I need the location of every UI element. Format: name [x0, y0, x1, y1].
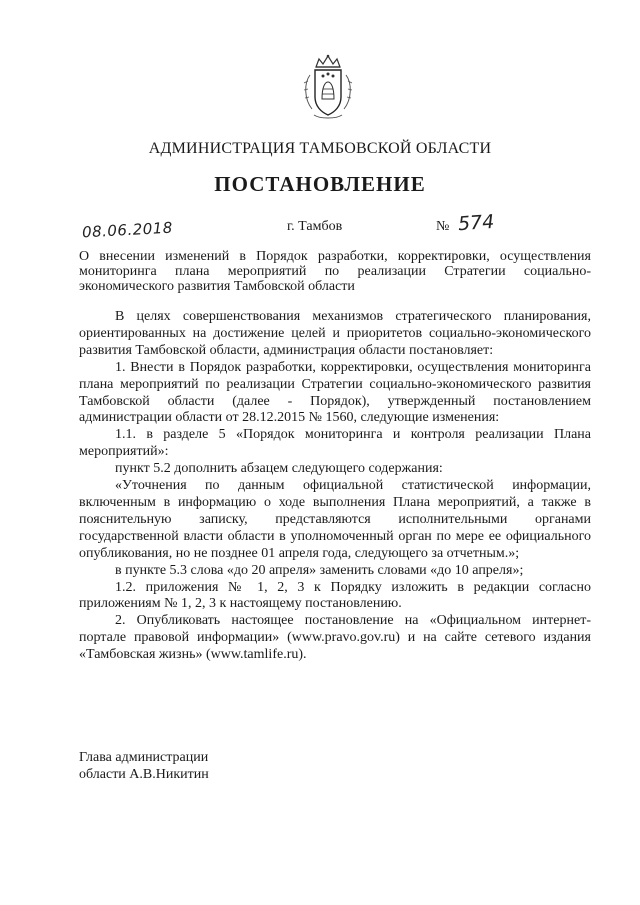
coat-of-arms-icon: [300, 53, 356, 121]
document-type-title: ПОСТАНОВЛЕНИЕ: [214, 172, 426, 196]
document-city: г. Тамбов: [287, 219, 343, 234]
body-paragraph: в пункте 5.3 слова «до 20 апреля» заменить словами «до 10 апреля»;: [115, 562, 524, 578]
body-paragraph: 2. Опубликовать настоящее постановление на «Официальном интернет-портале правовой информации» (www.pravo.gov.ru) и на сайте сетевого издания «Тамбовская жизнь» (www.tamlife.ru).: [79, 613, 591, 663]
document-body: [79, 309, 591, 664]
document-date: 08.06.2018: [81, 218, 174, 242]
organization-name: АДМИНИСТРАЦИЯ ТАМБОВСКОЙ ОБЛАСТИ: [148, 140, 492, 157]
body-paragraph: 1.1. в разделе 5 «Порядок мониторинга и контроля реализации Плана мероприятий»:: [79, 427, 591, 460]
body-paragraph: 1.2. приложения № 1, 2, 3 к Порядку изложить в редакции согласно приложениям № 1, 2, 3 к настоящему постановлению.: [79, 579, 591, 612]
document-subject: О внесении изменений в Порядок разработки, корректировки, осуществления мониторинга плана мероприятий по реализации Стратегии социально-экономического развития Тамбовской области: [79, 249, 591, 294]
number-label: №: [436, 219, 450, 234]
body-paragraph: пункт 5.2 дополнить абзацем следующего содержания:: [115, 461, 443, 477]
signature-name: области А.В.Никитин: [79, 767, 209, 782]
signature-title: Глава администрации: [79, 750, 209, 765]
body-paragraph: 1. Внести в Порядок разработки, корректировки, осуществления мониторинга плана мероприятий по реализации Стратегии социально-экономического развития Тамбовской области (далее - Порядок), утвержденный постановлением администрации области от 28.12.2015 № 1560, следующие изменения:: [79, 359, 591, 426]
document-number: 574: [457, 210, 495, 236]
signature-block: [79, 749, 209, 783]
body-paragraph: «Уточнения по данным официальной статистической информации, включенным в информацию о ходе выполнения Плана мероприятий, а также в пояснительную записку, представляются исполнительными органами государственной власти области в уполномоченный орган по мере ее официального опубликования, но не позднее 01 апреля года, следующего за отчетным.»;: [79, 478, 591, 561]
body-paragraph: В целях совершенствования механизмов стратегического планирования, ориентированных на достижение целей и приоритетов социально-экономического развития Тамбовской области, администрация области постановляет:: [79, 309, 591, 358]
